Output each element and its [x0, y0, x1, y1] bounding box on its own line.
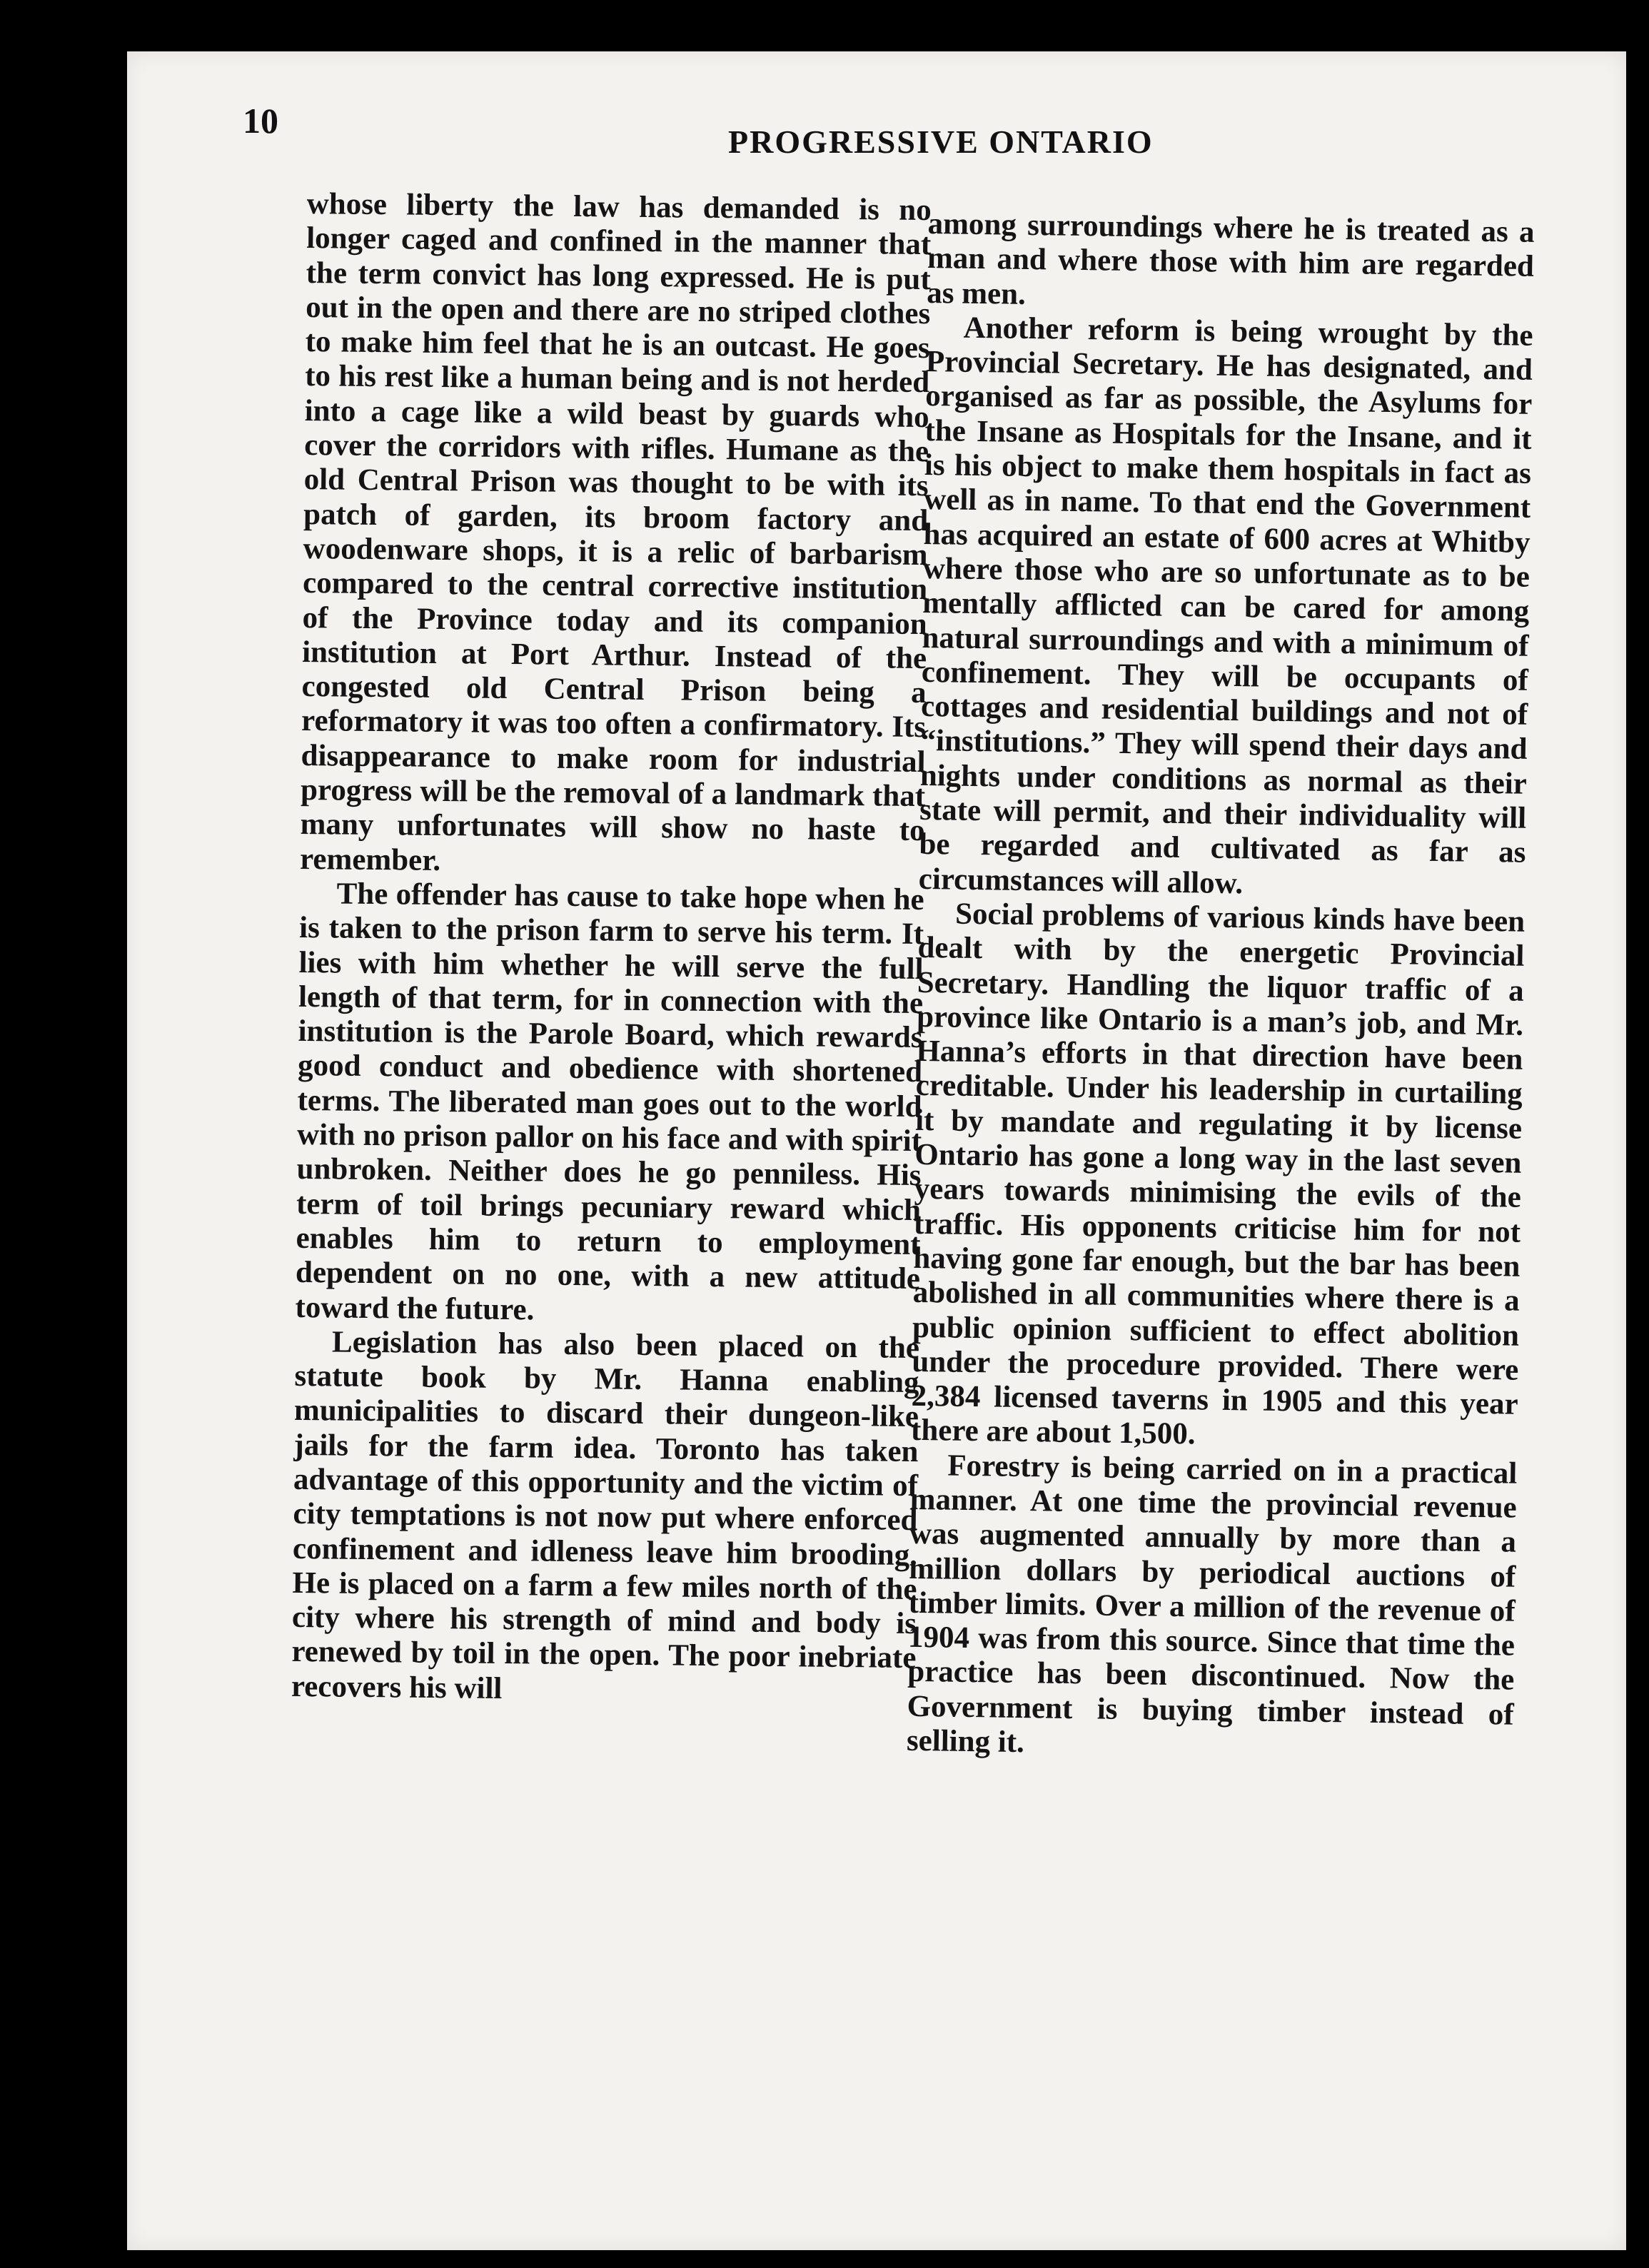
running-title: PROGRESSIVE ONTARIO: [728, 124, 1154, 160]
binding-edge-marks: [1629, 1956, 1649, 2085]
left-paragraph-1: whose liberty the law has demanded is no longer caged and confined in the manner that the term convict has long expressed. He is put out in the open and there are no striped clothes to make him feel that he is an outcast. He goes to his rest like a human being and is not herded into a cage like a wild beast by guards who cover the corridors with rifles. Humane as the old Central Prison was thought to be with its patch of garden, its broom factory and woodenware shops, it is a relic of barbarism compared to the central corrective institution of the Province today and its companion institution at Port Arthur. Instead of the congested old Central Prison being a reformatory it was too often a confirmatory. Its disappearance to make room for industrial progress will be the removal of a landmark that many unfortunates will show no haste to remember.: [299, 187, 932, 877]
right-column: [907, 207, 1535, 1767]
right-paragraph-4: Forestry is being carried on in a practical manner. At one time the provincial revenue was augmented annually by more than a million dollars by periodical auctions of timber limits. Over a million of the revenue of 1904 was from this source. Since that time the practice has been discontinued. Now the Government is buying timber instead of selling it.: [906, 1448, 1518, 1760]
right-paragraph-1: among surroundings where he is treated as a man and where those with him are regarded as men.: [926, 207, 1535, 311]
page-number: 10: [243, 101, 278, 141]
binding-mark: [1632, 2013, 1646, 2027]
left-column: [291, 187, 932, 1710]
binding-mark: [1635, 1956, 1646, 1999]
left-paragraph-2: The offender has cause to take hope when he is taken to the prison farm to serve his term. It lies with him whether he will serve the full length of that term, for in connection with the institution is the Parole Board, which rewards good conduct and obedience with shortened terms. The liberated man goes out to the world with no prison pallor on his face and with spirit unbroken. Neither does he go penniless. His term of toil brings pecuniary reward which enables him to return to employment dependent on no one, with a new attitude toward the future.: [295, 877, 924, 1326]
right-paragraph-2: Another reform is being wrought by the Provincial Secretary. He has designated, and organised as far as possible, the Asylums for the Insane as Hospitals for the Insane, and it is his object to make them hospitals in fact as well as in name. To that end the Government has acquired an estate of 600 acres at Whitby where those who are so unfortunate as to be mentally afflicted can be cared for among natural surroundings and with a minimum of confinement. They will be occupants of cottages and residential buildings and not of “institutions.” They will spend their days and nights under conditions as normal as their state will permit, and their individuality will be regarded and cultivated as far as circumstances will allow.: [918, 311, 1533, 900]
right-paragraph-3: Social problems of various kinds have been dealt with by the energetic Provincial Secretary. Handling the liquor traffic of a province like Ontario is a man’s job, and Mr. Hanna’s efforts in that direction have been creditable. Under his leadership in curtailing it by mandate and regulating it by license Ontario has gone a long way in the last seven years towards minimising the evils of the traffic. His opponents criticise him for not having gone far enough, but the bar has been abolished in all communities where there is a public opinion sufficient to effect abolition under the procedure provided. There were 2,384 licensed taverns in 1905 and this year there are about 1,500.: [910, 897, 1526, 1451]
left-paragraph-3: Legislation has also been placed on the statute book by Mr. Hanna enabling municipalities to discard their dungeon-like jails for the farm idea. Toronto has taken advantage of this opportunity and the victim of city temptations is not now put where enforced confinement and idleness leave him brooding. He is placed on a farm a few miles north of the city where his strength of mind and body is renewed by toil in the open. The poor inebriate recovers his will: [291, 1325, 920, 1705]
